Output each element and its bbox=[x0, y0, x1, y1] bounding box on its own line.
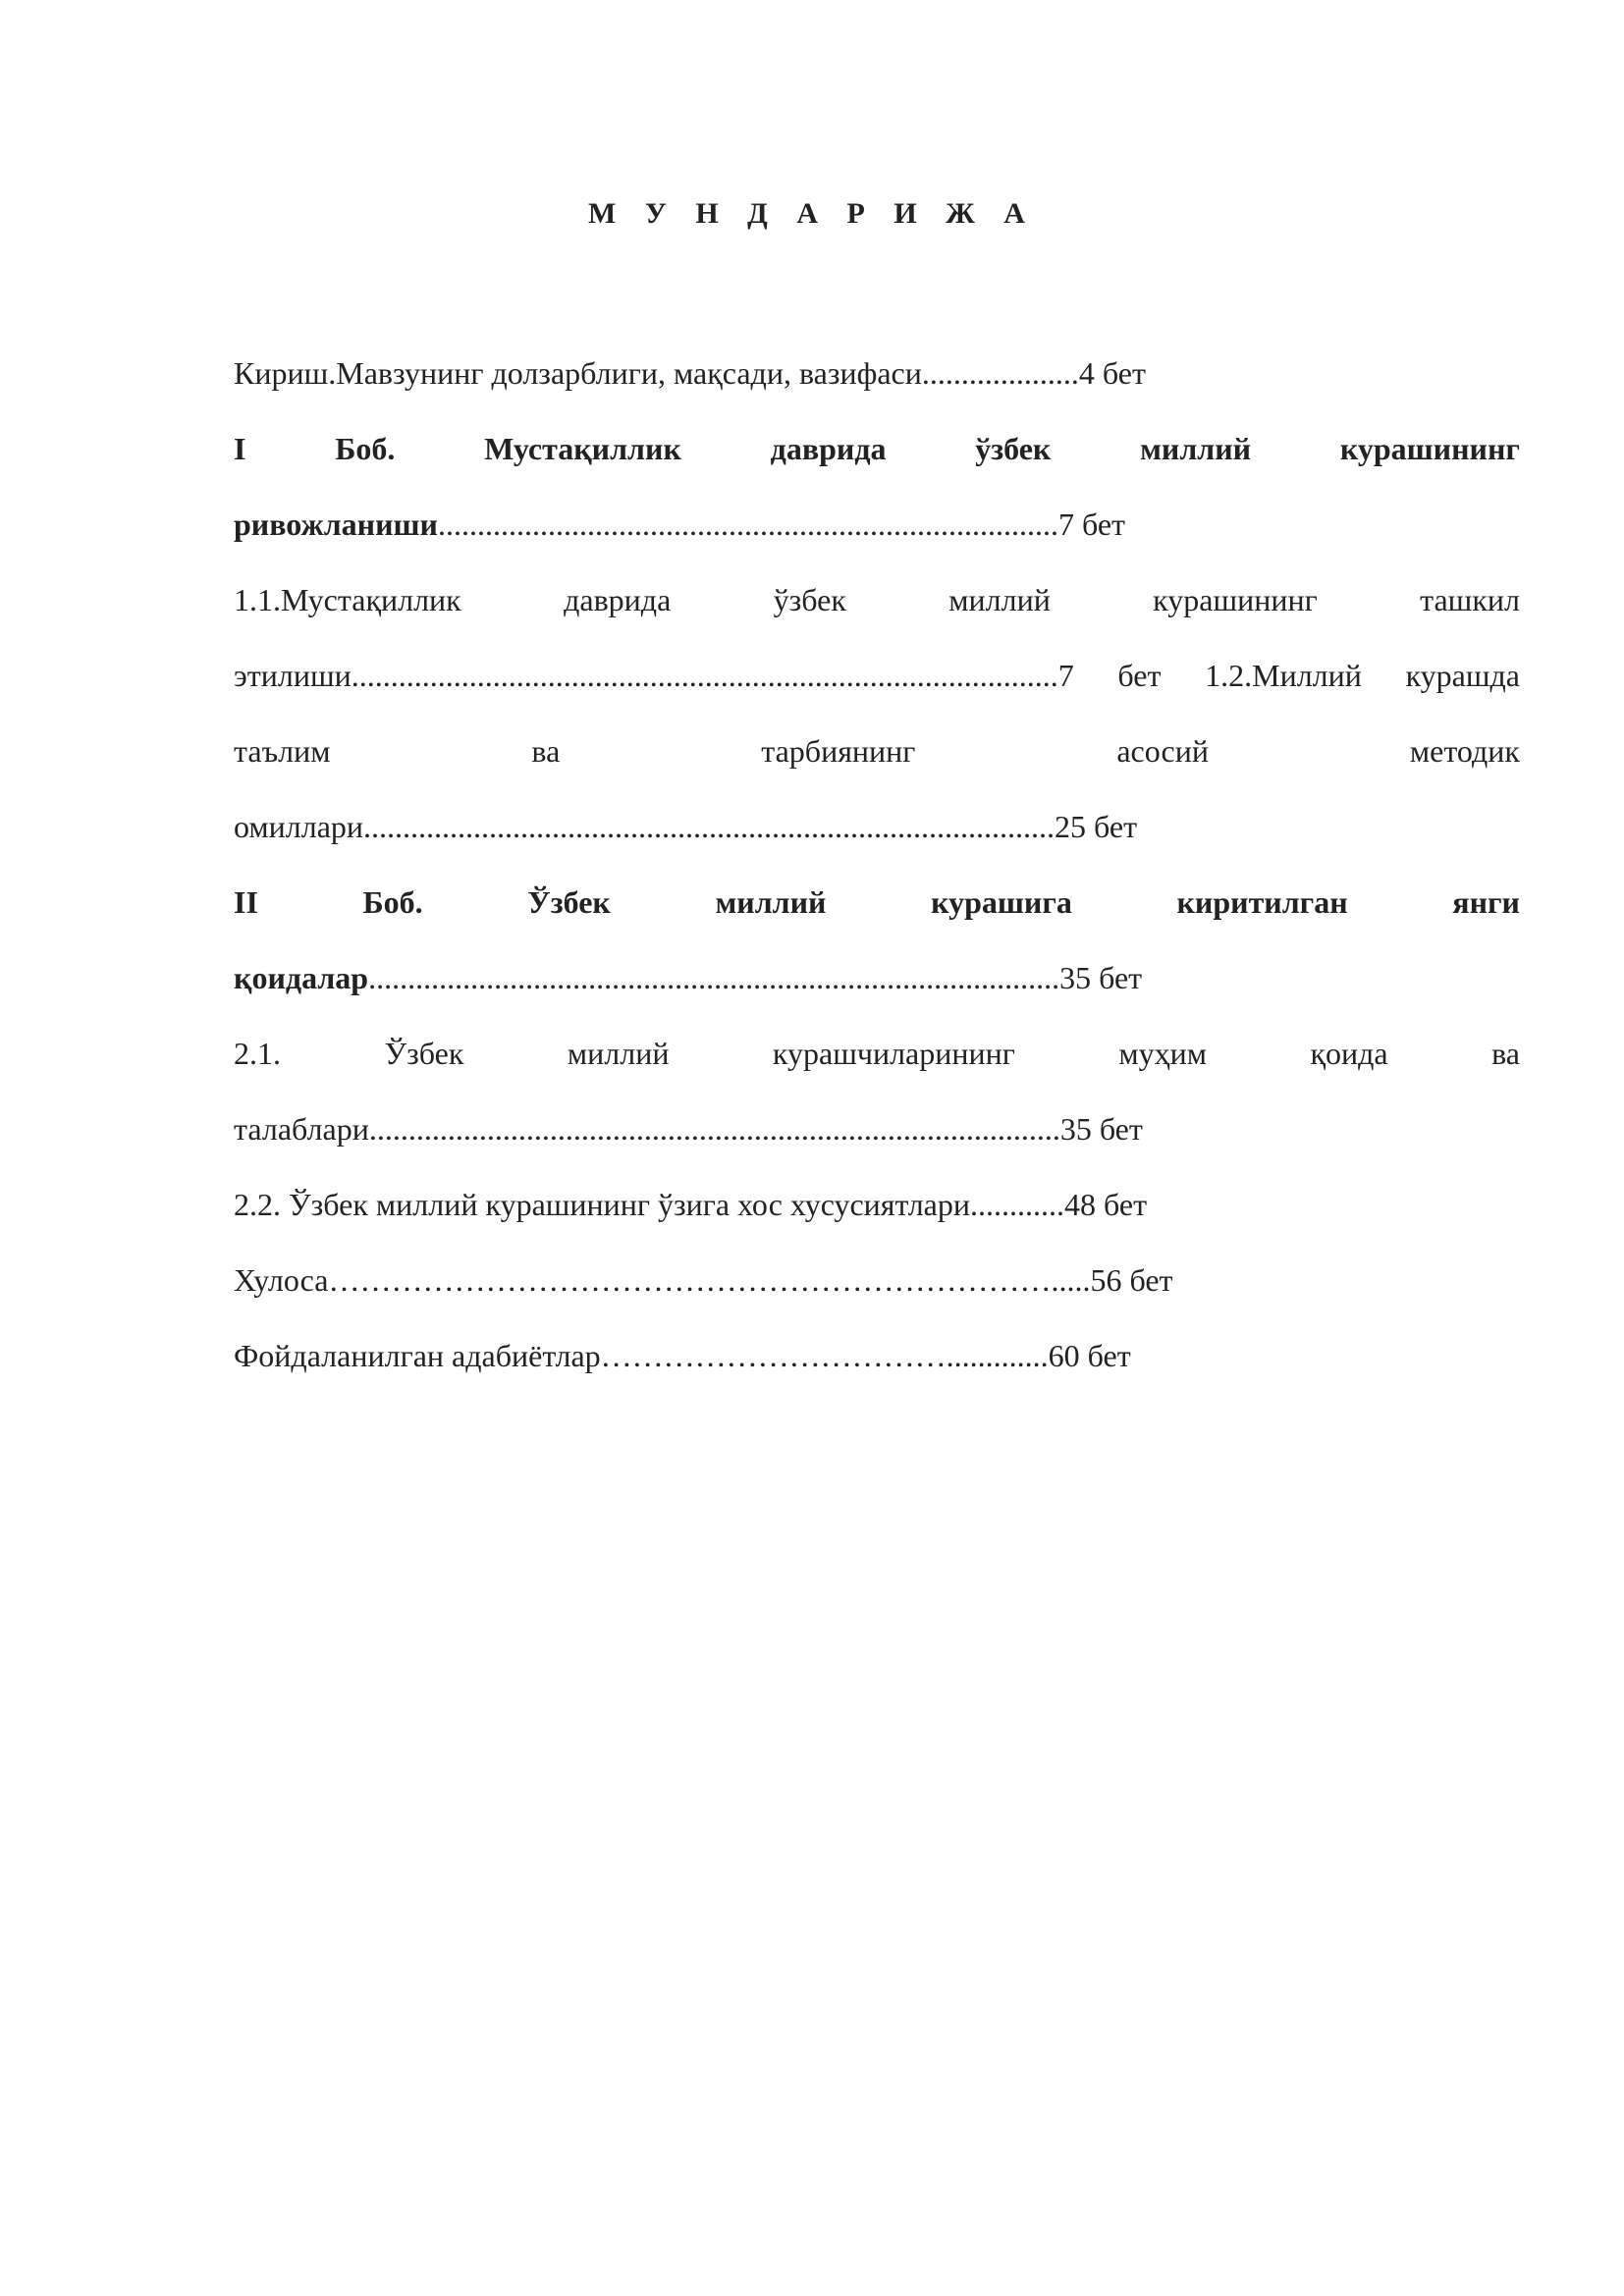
toc-entry-section-1-2 bbox=[234, 714, 1520, 789]
toc-word: қоида bbox=[1310, 1036, 1388, 1071]
toc-entry-page: 4 бет bbox=[1078, 355, 1146, 391]
toc-entry-leader: .................... bbox=[921, 355, 1079, 391]
toc-word: II bbox=[234, 884, 258, 920]
toc-entry-page: 25 бет bbox=[1055, 809, 1138, 844]
toc-entry-leader: ……………………………............. bbox=[600, 1338, 1049, 1373]
toc-word: курашининг bbox=[1153, 582, 1318, 617]
toc-entry-references bbox=[234, 1318, 1520, 1394]
toc-word: этилиши..........................................................................................7 bbox=[234, 658, 1074, 693]
toc-word: методик bbox=[1409, 733, 1520, 769]
toc-word: курашига bbox=[931, 884, 1072, 920]
toc-word: курашда bbox=[1405, 658, 1520, 693]
toc-entry-introduction bbox=[234, 336, 1520, 411]
toc-entry-section-1-1 bbox=[234, 562, 1520, 638]
toc-entry-text: қоидалар bbox=[234, 960, 369, 995]
toc-entry-leader: ........................................................................................ bbox=[368, 960, 1060, 995]
toc-entry-page: 56 бет bbox=[1090, 1262, 1173, 1298]
toc-word: Боб. bbox=[362, 884, 423, 920]
toc-entry-leader: ............................................................................... bbox=[437, 507, 1058, 542]
toc-entry-chapter-2-heading bbox=[234, 865, 1520, 940]
toc-word: даврида bbox=[770, 431, 887, 466]
toc-word: ташкил bbox=[1420, 582, 1520, 617]
toc-word: Ўзбек bbox=[527, 884, 611, 920]
toc-entry-page: 7 бет bbox=[1057, 507, 1126, 542]
toc-entry-leader: ........................................................................................ bbox=[368, 1111, 1060, 1147]
toc-word: 1.1.Мустақиллик bbox=[234, 582, 461, 617]
toc-entry-conclusion bbox=[234, 1243, 1520, 1318]
toc-word: 1.2.Миллий bbox=[1205, 658, 1362, 693]
toc-word: муҳим bbox=[1118, 1036, 1207, 1071]
toc-entry-text: Кириш.Мавзунинг долзарблиги, мақсади, вазифаси bbox=[234, 355, 922, 391]
toc-word: Ўзбек bbox=[384, 1036, 464, 1071]
toc-word: миллий bbox=[948, 582, 1051, 617]
toc-entry-text: ривожланиши bbox=[234, 507, 438, 542]
toc-word: ва bbox=[1491, 1036, 1520, 1071]
toc-entry-section-2-1 bbox=[234, 1016, 1520, 1092]
toc-entry-chapter-1-heading bbox=[234, 411, 1520, 487]
toc-word: Боб. bbox=[335, 431, 396, 466]
toc-word: таълим bbox=[234, 733, 331, 769]
toc-entry-page: 35 бет bbox=[1059, 1111, 1143, 1147]
toc-entry-text: Хулоса bbox=[234, 1262, 329, 1298]
toc-entry-text: омиллари bbox=[234, 809, 364, 844]
toc-word: ва bbox=[531, 733, 561, 769]
toc-entry-section-1-1-end bbox=[234, 638, 1520, 714]
toc-entry-leader: ........................................................................................ bbox=[363, 809, 1056, 844]
toc-entry-text: талаблари bbox=[234, 1111, 369, 1147]
toc-word: миллий bbox=[567, 1036, 670, 1071]
toc-entry-page: 48 бет bbox=[1064, 1187, 1148, 1222]
toc-word: 2.1. bbox=[234, 1036, 281, 1071]
toc-word: тарбиянинг bbox=[761, 733, 916, 769]
toc-entry-section-2-2 bbox=[234, 1167, 1520, 1243]
toc-entry-page: 35 бет bbox=[1059, 960, 1143, 995]
toc-entry-text: Фойдаланилган адабиётлар bbox=[234, 1338, 601, 1373]
toc-entry-chapter-1-end bbox=[234, 487, 1520, 562]
toc-entry-section-1-2-end bbox=[234, 789, 1520, 865]
table-of-contents bbox=[234, 336, 1520, 1394]
toc-word: I bbox=[234, 431, 246, 466]
toc-word: киритилган bbox=[1176, 884, 1348, 920]
page-title: М У Н Д А Р И Ж А bbox=[588, 197, 1036, 230]
toc-word: даврида bbox=[564, 582, 672, 617]
toc-word: ўзбек bbox=[773, 582, 846, 617]
toc-entry-leader: ……………………………………………………………..... bbox=[328, 1262, 1091, 1298]
toc-entry-section-2-1-end bbox=[234, 1092, 1520, 1167]
toc-word: ўзбек bbox=[975, 431, 1052, 466]
toc-word: миллий bbox=[1140, 431, 1252, 466]
toc-word: янги bbox=[1452, 884, 1520, 920]
toc-word: миллий bbox=[715, 884, 827, 920]
toc-word: асосий bbox=[1116, 733, 1209, 769]
toc-entry-page: 60 бет bbox=[1048, 1338, 1131, 1373]
toc-entry-text: 2.2. Ўзбек миллий курашининг ўзига хос хусусиятлари bbox=[234, 1187, 970, 1222]
toc-word: Мустақиллик bbox=[484, 431, 681, 466]
toc-word: курашчиларининг bbox=[772, 1036, 1015, 1071]
toc-entry-chapter-2-end bbox=[234, 940, 1520, 1016]
toc-word: курашининг bbox=[1339, 431, 1520, 466]
toc-word: бет bbox=[1117, 658, 1162, 693]
toc-entry-leader: ............ bbox=[970, 1187, 1064, 1222]
